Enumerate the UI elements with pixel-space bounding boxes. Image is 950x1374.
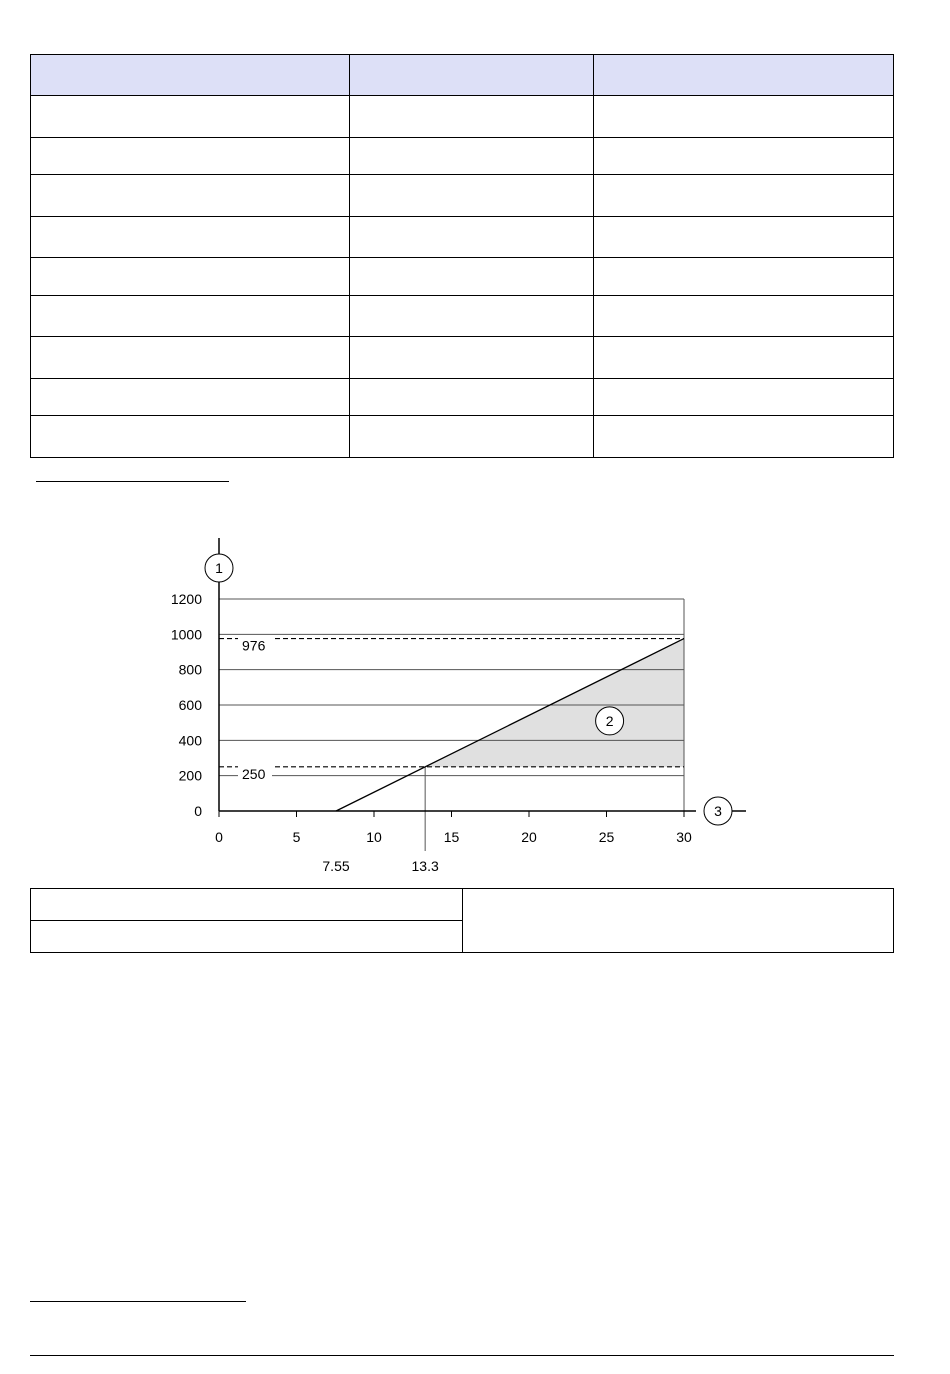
table-cell — [594, 296, 894, 337]
specification-table — [30, 54, 894, 458]
table-cell — [350, 379, 594, 416]
footnote-separator — [30, 1301, 246, 1302]
table-cell — [594, 416, 894, 458]
x-tick-label: 25 — [598, 829, 615, 845]
y-tick-label: 400 — [178, 732, 202, 749]
callout-label: 1 — [215, 560, 223, 576]
table-cell — [31, 337, 350, 379]
table-cell — [31, 138, 350, 175]
table-header-cell — [350, 55, 594, 96]
table-row — [31, 217, 894, 258]
table-cell — [31, 416, 350, 458]
table-cell — [31, 921, 463, 953]
table-row — [31, 96, 894, 138]
table-cell — [31, 296, 350, 337]
table-cell — [350, 337, 594, 379]
y-tick-label: 800 — [178, 661, 202, 678]
table-cell — [350, 217, 594, 258]
table-row — [31, 379, 894, 416]
table-cell — [350, 138, 594, 175]
table-row — [31, 889, 894, 921]
x-tick-label: 20 — [521, 829, 537, 845]
table-cell — [31, 217, 350, 258]
y-tick-label: 0 — [194, 803, 202, 819]
table-row — [31, 258, 894, 296]
x-tick-label: 0 — [215, 829, 223, 845]
x-annotation-label: 13.3 — [411, 858, 439, 874]
table-header-row — [31, 55, 894, 96]
table-cell — [31, 96, 350, 138]
footnote-separator — [36, 481, 229, 482]
legend-table — [30, 888, 894, 953]
table-header-cell — [31, 55, 350, 96]
table-row — [31, 138, 894, 175]
table-cell — [31, 379, 350, 416]
x-tick-label: 30 — [676, 829, 692, 845]
table-row — [31, 416, 894, 458]
table-cell — [31, 175, 350, 217]
table-cell — [594, 258, 894, 296]
x-tick-label: 5 — [292, 829, 301, 845]
table-cell — [31, 258, 350, 296]
reference-label: 250 — [242, 765, 266, 782]
table-cell — [594, 337, 894, 379]
table-cell — [350, 175, 594, 217]
x-annotation-label: 7.55 — [322, 858, 350, 874]
reference-label: 976 — [242, 637, 266, 654]
table-cell — [594, 96, 894, 138]
table-cell — [594, 138, 894, 175]
table-cell — [594, 217, 894, 258]
table-cell — [350, 296, 594, 337]
table-cell — [594, 175, 894, 217]
table-cell — [350, 258, 594, 296]
footer-rule — [30, 1355, 894, 1356]
y-tick-label: 600 — [178, 697, 202, 713]
chart — [150, 530, 760, 880]
x-tick-label: 10 — [366, 829, 382, 845]
table-cell — [350, 96, 594, 138]
table-cell — [594, 379, 894, 416]
x-tick-label: 15 — [443, 829, 460, 845]
y-tick-label: 1200 — [170, 591, 202, 607]
table-row — [31, 337, 894, 379]
y-tick-label: 1000 — [170, 626, 202, 643]
table-row — [31, 296, 894, 337]
callout-label: 2 — [605, 712, 614, 729]
table-cell — [31, 889, 463, 921]
table-header-cell — [594, 55, 894, 96]
table-row — [31, 175, 894, 217]
table-cell — [463, 889, 894, 953]
table-cell — [350, 416, 594, 458]
y-tick-label: 200 — [178, 767, 202, 784]
callout-label: 3 — [714, 803, 722, 819]
